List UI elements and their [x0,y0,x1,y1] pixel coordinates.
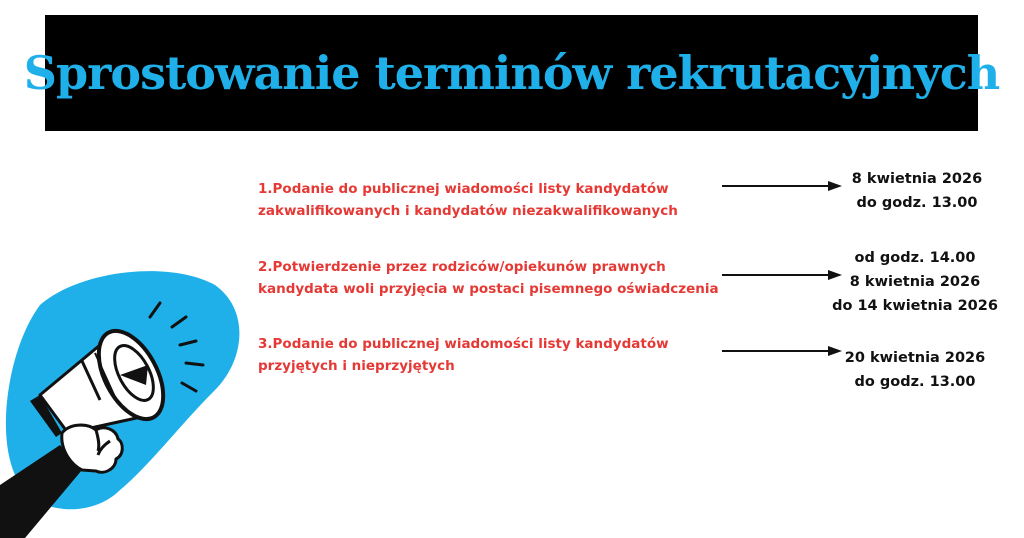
schedule-item-3-date-line-2: do godz. 13.00 [854,374,976,390]
schedule-item-2-date [815,246,1015,318]
schedule-item-2-line-1: 2.Potwierdzenie przez rodziców/opiekunów prawnych [258,259,666,275]
schedule-item-2-description [258,256,718,300]
page-title: Sprostowanie terminów rekrutacyjnych [23,46,1000,100]
schedule-item-1-date-line-2: do godz. 13.00 [856,195,978,211]
schedule-item-2-date-line-2: 8 kwietnia 2026 [849,274,981,290]
schedule-item-1-description [258,178,718,222]
schedule-item-3-description [258,333,718,377]
schedule-item-1-date [817,167,1017,215]
schedule-item-3-date [815,346,1015,394]
megaphone-illustration [0,265,260,538]
schedule-item-3-line-1: 3.Podanie do publicznej wiadomości listy kandydatów [258,336,669,352]
schedule-item-2-line-2: kandydata woli przyjęcia w postaci pisemnego oświadczenia [258,281,719,297]
schedule-item-3-date-line-1: 20 kwietnia 2026 [844,350,986,366]
schedule-item-1-line-2: zakwalifikowanych i kandydatów niezakwalifikowanych [258,203,678,219]
title-banner [23,15,1000,131]
schedule-item-3-line-2: przyjętych i nieprzyjętych [258,358,455,374]
schedule-item-1-line-1: 1.Podanie do publicznej wiadomości listy kandydatów [258,181,669,197]
schedule-item-2-date-line-3: do 14 kwietnia 2026 [832,298,998,314]
schedule-item-1-date-line-1: 8 kwietnia 2026 [851,171,983,187]
schedule-item-2-date-line-1: od godz. 14.00 [854,250,976,266]
